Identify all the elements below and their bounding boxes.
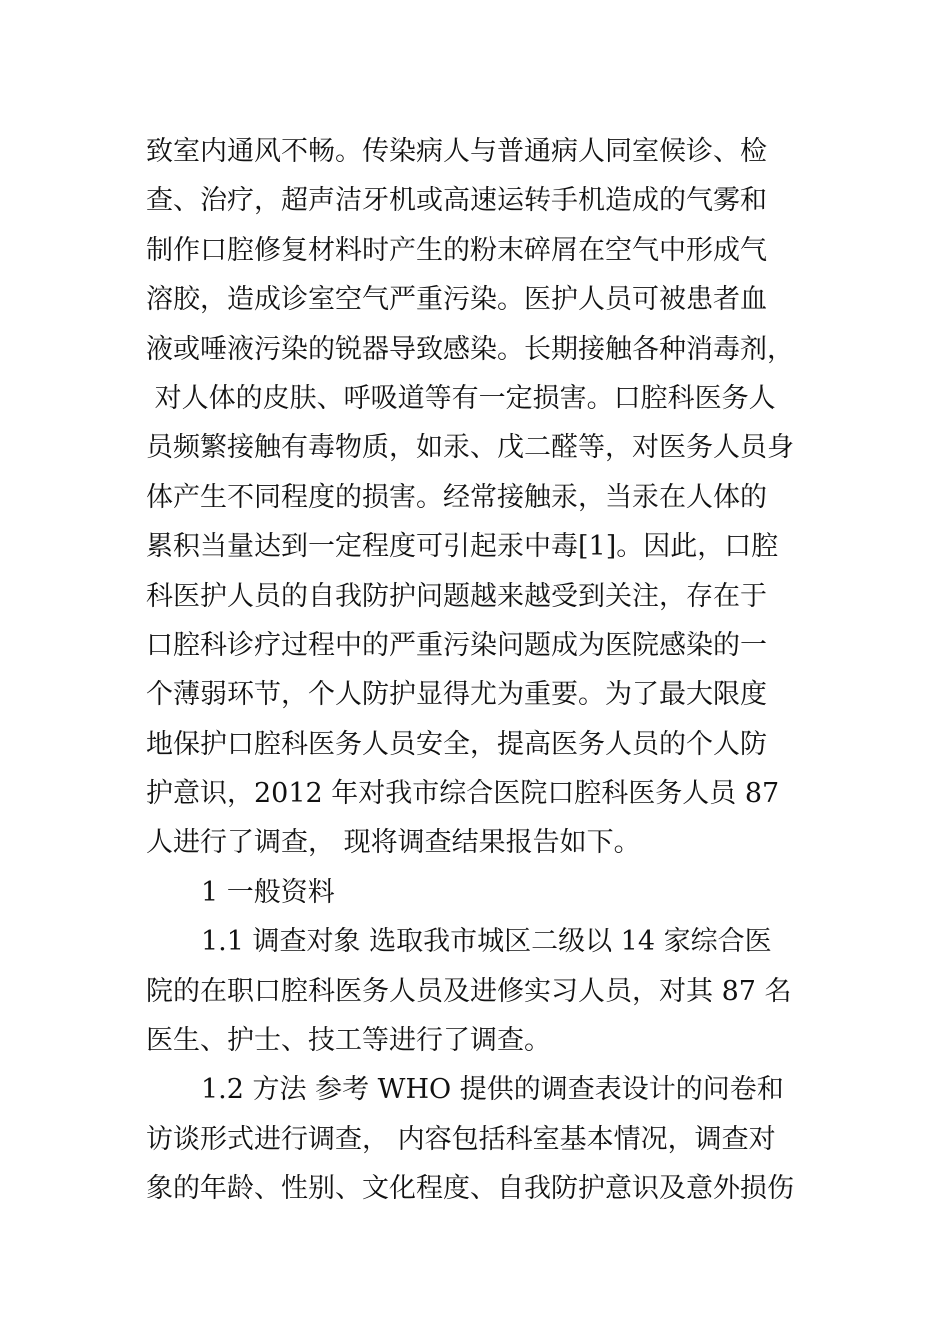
text-line: 累积当量达到一定程度可引起汞中毒[1]。因此，口腔 [146, 531, 779, 563]
text-line: 人进行了调查， 现将调查结果报告如下。 [146, 827, 641, 859]
document-body [146, 127, 826, 1214]
text-line: 访谈形式进行调查， 内容包括科室基本情况，调查对 [146, 1123, 776, 1155]
text-line: 溶胶，造成诊室空气严重污染。医护人员可被患者血 [146, 284, 767, 316]
text-line: 科医护人员的自我防护问题越来越受到关注，存在于 [146, 580, 767, 612]
text-line: 液或唾液污染的锐器导致感染。长期接触各种消毒剂， [146, 333, 794, 365]
text-line: 护意识，2012 年对我市综合医院口腔科医务人员 87 [146, 778, 780, 810]
subsection-paragraph-start: 1.2 方法 参考 WHO 提供的调查表设计的问卷和 [201, 1074, 784, 1106]
text-line: 院的在职口腔科医务人员及进修实习人员，对其 87 名 [146, 975, 792, 1007]
text-line: 制作口腔修复材料时产生的粉末碎屑在空气中形成气 [146, 234, 767, 266]
subsection-paragraph-start: 1.1 调查对象 选取我市城区二级以 14 家综合医 [201, 926, 772, 958]
text-line: 口腔科诊疗过程中的严重污染问题成为医院感染的一 [146, 629, 767, 661]
text-line: 体产生不同程度的损害。经常接触汞，当汞在人体的 [146, 481, 767, 513]
text-line: 地保护口腔科医务人员安全，提高医务人员的个人防 [146, 728, 767, 760]
text-line: 对人体的皮肤、呼吸道等有一定损害。口腔科医务人 [146, 382, 776, 414]
text-line: 象的年龄、性别、文化程度、自我防护意识及意外损伤 [146, 1173, 794, 1205]
text-line: 个薄弱环节，个人防护显得尤为重要。为了最大限度 [146, 679, 767, 711]
text-line: 查、治疗，超声洁牙机或高速运转手机造成的气雾和 [146, 185, 767, 217]
text-line: 致室内通风不畅。传染病人与普通病人同室候诊、检 [146, 136, 767, 167]
text-line: 医生、护士、技工等进行了调查。 [146, 1025, 551, 1057]
section-heading: 1 一般资料 [201, 876, 335, 908]
text-line: 员频繁接触有毒物质，如汞、戊二醛等，对医务人员身 [146, 432, 794, 464]
